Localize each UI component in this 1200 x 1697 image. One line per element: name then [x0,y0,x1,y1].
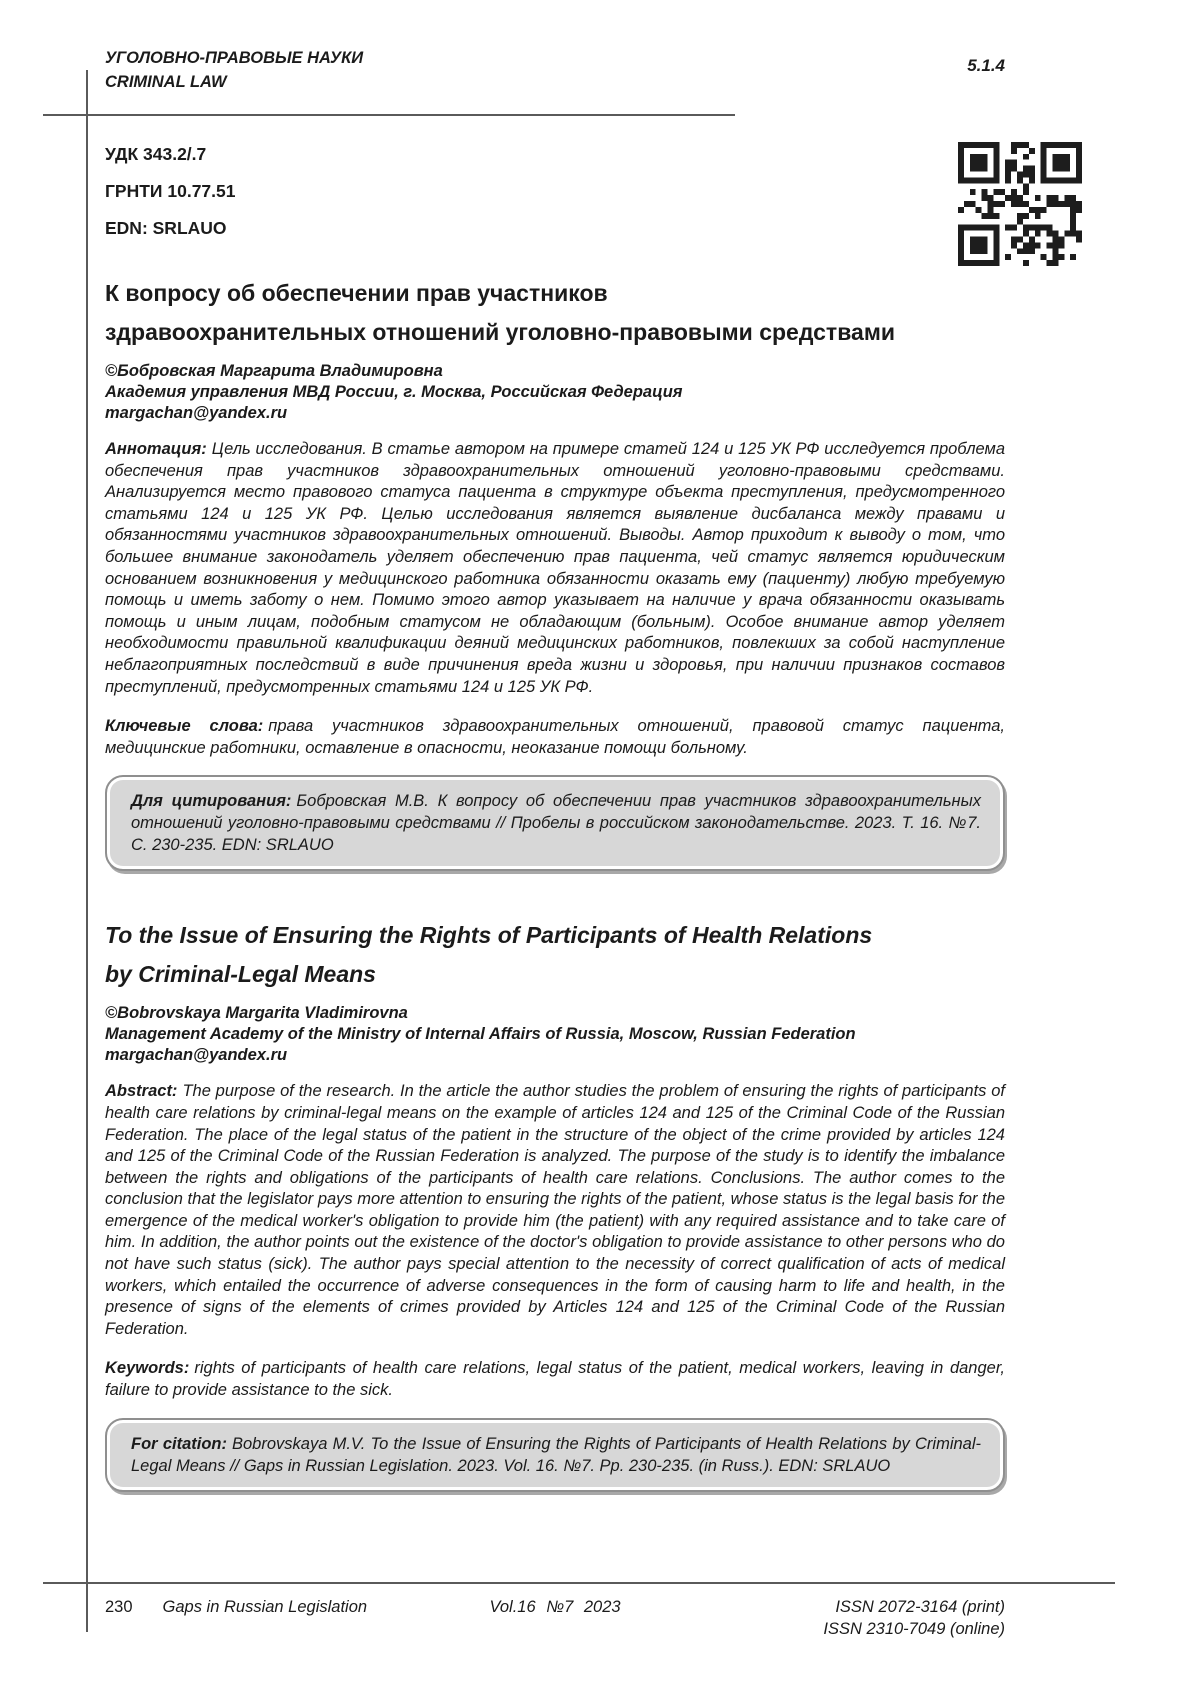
grnti-code: ГРНТИ 10.77.51 [105,181,236,201]
article-title-ru-line2: здравоохранительных отношений уголовно-правовыми средствами [105,319,895,345]
citation-en-text: Bobrovskaya M.V. To the Issue of Ensuring the Rights of Participants of Health Relations by Criminal-Legal Means // Gaps in Russian Legislation. 2023. Vol. 16. №7. Pp. 230-235. (in Russ.). EDN: SRLAUO [131,1434,981,1475]
article-identifiers [105,136,1005,247]
section-heading-ru: УГОЛОВНО-ПРАВОВЫЕ НАУКИ [105,49,364,67]
article-title-ru-line1: К вопросу об обеспечении прав участников [105,280,608,306]
abstract-en [105,1081,1005,1340]
author-name-ru: ©Бобровская Маргарита Владимировна [105,362,443,380]
specialty-code: 5.1.4 [967,56,1005,75]
author-block-ru [105,361,1005,424]
issn-block [823,1596,1005,1640]
abstract-ru-text: Цель исследования. В статье автором на примере статей 124 и 125 УК РФ исследуется проблема обеспечения прав участников здравоохранительных отношений уголовно-правовыми средствами. Анализируется место правового статуса пациента в структуре объекта преступления, предусмотренного статьями 124 и 125 УК РФ. Целью исследования является выявление дисбаланса между правами и обязанностями участников здравоохранительных отношений. Выводы. Автор приходит к выводу о том, что большее внимание законодатель уделяет обеспечению прав пациента, чей статус является юридическим основанием возникновения у медицинского работника обязанности оказать ему (пациенту) любую требуемую помощь и иметь заботу о нем. Помимо этого автор указывает на наличие у врача обязанности оказывать помощь и иным лицам, подобным статусом не обладающим (больным). Особое внимание автор уделяет необходимости правильной квалификации деяний медицинских работников, повлекших за собой наступление неблагоприятных последствий в виде причинения вреда жизни и здоровья, при наличии признаков составов преступлений, предусмотренных статьями 124 и 125 УК РФ. [105,440,1005,696]
keywords-ru-label: Ключевые слова: [105,717,264,736]
author-email-en: margachan@yandex.ru [105,1046,288,1065]
issn-print: ISSN 2072-3164 (print) [835,1598,1005,1616]
keywords-en [105,1358,1005,1401]
author-affiliation-ru: Академия управления МВД России, г. Москва, Российская Федерация [105,383,683,401]
citation-box-ru [105,775,1005,871]
abstract-ru-label: Аннотация: [105,440,207,458]
keywords-ru [105,716,1005,759]
running-head [105,46,1005,94]
citation-ru-text: Бобровская М.В. К вопросу об обеспечении прав участников здравоохранительных отношений уголовно-правовыми средствами // Пробелы в российском законодательстве. 2023. Т. 16. №7. С. 230-235. EDN: SRLAUO [131,792,981,855]
abstract-ru [105,439,1005,698]
author-block-en [105,1003,1005,1066]
author-affiliation-en: Management Academy of the Ministry of Internal Affairs of Russia, Moscow, Russian Federation [105,1025,856,1044]
udc-code: УДК 343.2/.7 [105,144,207,164]
left-vertical-rule [86,70,88,1632]
citation-box-en [105,1418,1005,1492]
abstract-en-text: The purpose of the research. In the article the author studies the problem of ensuring the rights of participants of health care relations by criminal-legal means on the example of articles 124 and 125 of the Criminal Code of the Russian Federation. The place of the legal status of the patient in the structure of the object of the crime provided by articles 124 and 125 of the Criminal Code of the Russian Federation is analyzed. The purpose of the study is to identify the imbalance between the rights and obligations of the participants of health care relations. Conclusions. The author comes to the conclusion that the legislator pays more attention to ensuring the rights of the patient, whose status is the legal basis for the emergence of the medical worker's obligation to provide him (the patient) with any required assistance and to take care of him. In addition, the author points out the existence of the doctor's obligation to provide assistance to other persons who do not have such status (sick). The author pays special attention to the necessity of correct qualification of acts of medical workers, which entailed the occurrence of adverse consequences in the form of causing harm to life and health, in the presence of signs of the elements of crimes provided by Articles 124 and 125 of the Criminal Code of the Russian Federation. [105,1082,1005,1338]
citation-ru-label: Для цитирования: [131,792,292,811]
edn-code: EDN: SRLAUO [105,218,227,238]
keywords-en-label: Keywords: [105,1359,190,1378]
footer-divider-rule [43,1582,1115,1584]
article-title-en-line1: To the Issue of Ensuring the Rights of Participants of Health Relations [105,922,873,949]
journal-title: Gaps in Russian Legislation [162,1598,368,1616]
page-number: 230 [105,1598,133,1616]
keywords-ru-text: права участников здравоохранительных отношений, правовой статус пациента, медицинские работники, оставление в опасности, неоказание помощи больному. [105,717,1005,757]
article-title-en [105,916,1005,994]
article-title-en-line2: by Criminal-Legal Means [105,961,376,988]
issn-online: ISSN 2310-7049 (online) [823,1620,1005,1638]
citation-en-label: For citation: [131,1434,227,1453]
article-content [105,46,1005,1492]
author-email-ru: margachan@yandex.ru [105,404,288,422]
author-name-en: ©Bobrovskaya Margarita Vladimirovna [105,1004,408,1023]
section-heading [105,46,363,94]
issue-info: Vol.16 №7 2023 [489,1598,621,1616]
abstract-en-label: Abstract: [105,1082,178,1101]
section-heading-en: CRIMINAL LAW [105,73,227,91]
article-title-ru [105,274,1005,352]
keywords-en-text: rights of participants of health care relations, legal status of the patient, medical workers, leaving in danger, failure to provide assistance to the sick. [105,1359,1005,1400]
